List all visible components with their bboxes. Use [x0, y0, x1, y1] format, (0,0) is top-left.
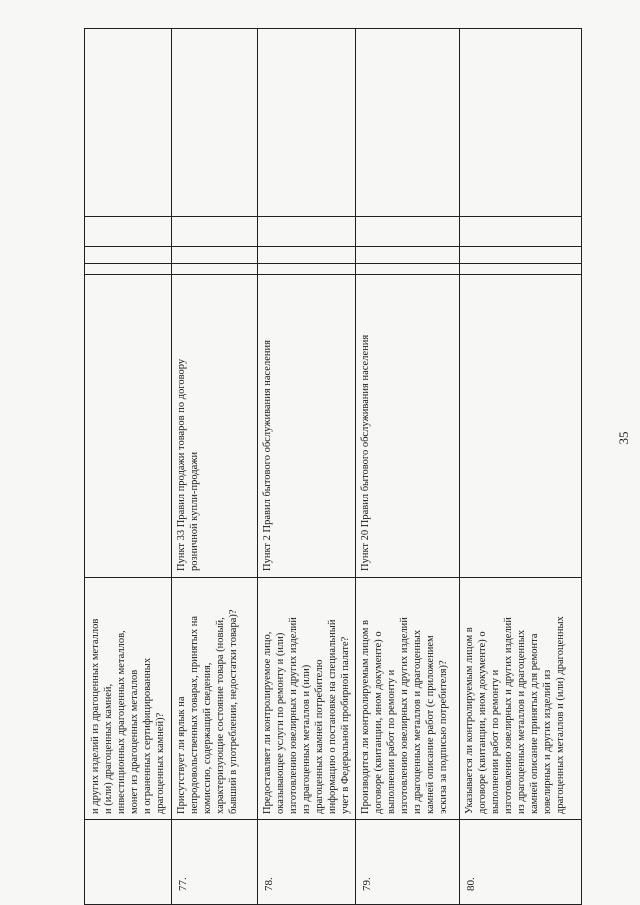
question-text: Присутствует ли ярлык на непродовольственных товарах, принятых на комиссию, содержащий сведения, характеризующие состояние товара (новый, бывший в употреблении, недостатки товара)? [176, 609, 239, 814]
row-number: 80. [465, 877, 477, 891]
checklist-table [84, 28, 582, 905]
table-row [85, 29, 172, 904]
table-row [171, 29, 258, 904]
row-number: 79. [361, 877, 373, 891]
legal-reference: Пункт 2 Правил бытового обслуживания населения [262, 340, 273, 571]
question-text: Указывается ли контролируемым лицом в договоре (квитанции, ином документе) о выполнении работ по ремонту и изготовлению ювелирных и других изделий из драгоценных металлов и драгоценных камней описание принятых для ремонта ювелирных и других изделий из драгоценных металлов и (или) драгоценных [464, 616, 566, 814]
legal-reference: Пункт 20 Правил бытового обслуживания населения [360, 334, 371, 571]
table-row [355, 29, 460, 904]
legal-reference: Пункт 33 Правил продажи товаров по договору розничной купли-продажи [176, 358, 200, 571]
question-text: и других изделий из драгоценных металлов и (или) драгоценных камней, инвестиционных драгоценных металлов, монет из драгоценных металлов и ограненных сертифицированных драгоценных камней)? [90, 618, 166, 814]
page-number: 35 [616, 431, 631, 445]
table-row [459, 29, 581, 904]
question-text: Предоставляет ли контролируемое лицо, оказывающее услуги по ремонту и (или) изготовлению ювелирных и других изделий из драгоценных металлов и (или) драгоценных камней потребителю информацию о постановке на специальный учет в Федеральной пробирной палате? [262, 617, 351, 814]
question-text: Производится ли контролируемым лицом в договоре (квитанции, ином документе) о выполнении работ по ремонту и изготовлению ювелирных и других изделий из драгоценных металлов и драгоценных камней описание работ (с приложением эскиза за подписью потребителя)? [360, 617, 449, 814]
row-number: 78. [263, 877, 275, 891]
row-number: 77. [177, 877, 189, 891]
table-row [257, 29, 356, 904]
